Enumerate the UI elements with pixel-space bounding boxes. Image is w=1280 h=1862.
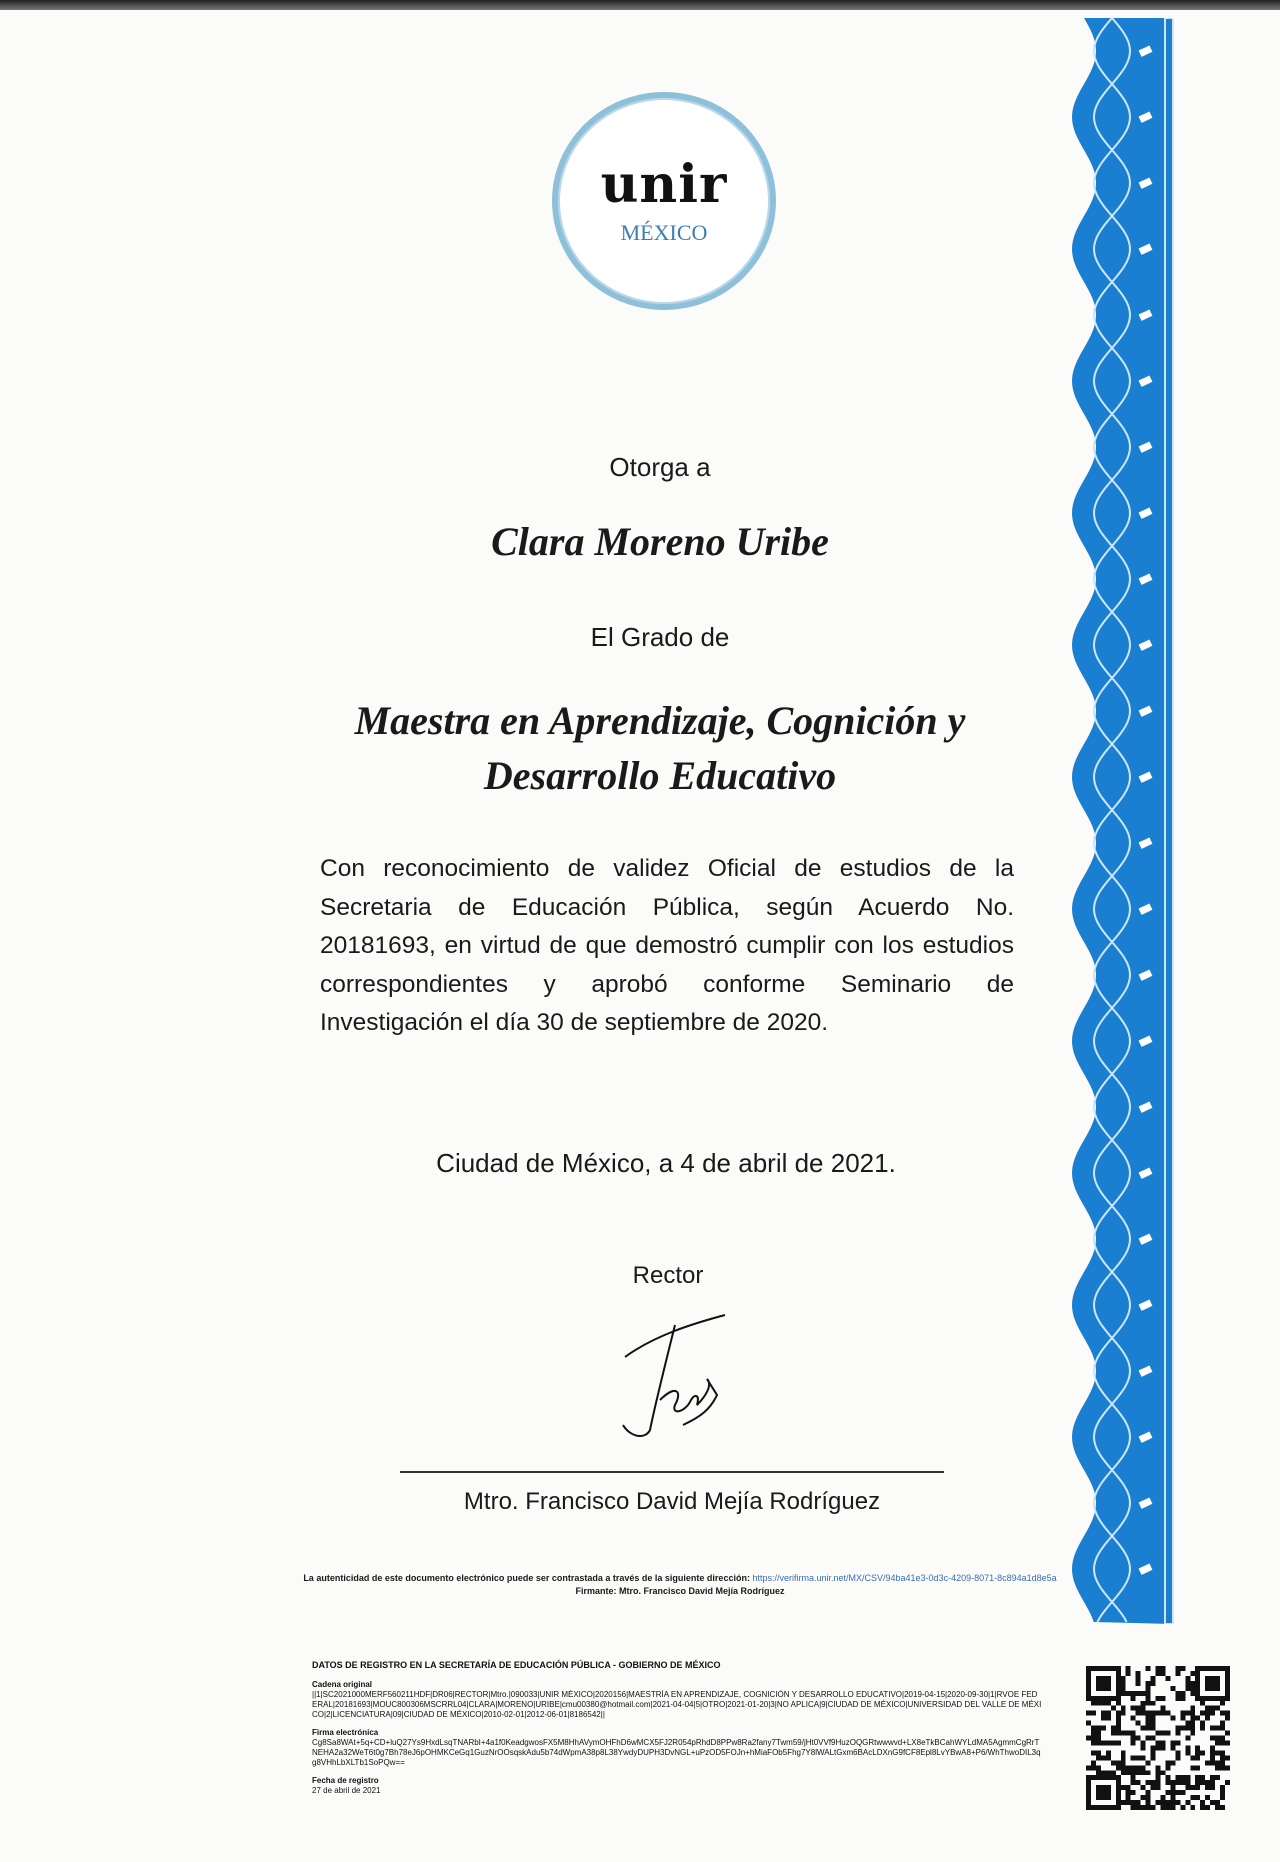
signature-line [400,1471,944,1473]
logo-brand: unir [600,154,728,215]
recipient-name: Clara Moreno Uribe [491,519,829,564]
authenticity-text: La autenticidad de este documento electrónico puede ser contrastada a través de la siguiente dirección: [303,1573,750,1583]
validity-paragraph: Con reconocimiento de validez Oficial de estudios de la Secretaria de Educación Pública, según Acuerdo No. 20181693, en virtud de que demostró cumplir con los estudios correspondientes y aprobó conforme Seminario de Investigación el día 30 de septiembre de 2020. [320,855,1014,1036]
decorative-border [1060,18,1190,1624]
authenticity-note [230,1572,1130,1598]
unir-logo [552,92,776,310]
signature-value: Cg8Sa8WAt+5q+CD+luQ27Ys9HxdLsqTNARbI+4a1f0KeadgwosFX5M8HhAVymOHFhD6wMCX5FJ2R054pRhdD8PPw8Ra2fany7Twm59/jHt0VVf9HuzOQGRtwwwvd+LX8eTkBCahWYLdMA5AgmmCgRrTNEHA2a32WeT6t0g7Bh78eJ6pOHMKCeGq1GuzNrOOsqskAdu5b74dWpmA38p8L38YwdyDUPH3DvNGL+uPzOD5FOJn+hMiaFOb5Fhg7Y8lWALtGxm6BAcLDXnG9fCF8Epl8LvYBwA8+P6/WhThwoDIL3qg8VHhLbXLTb1SoPQw== [312,1738,1041,1767]
registry-heading: DATOS DE REGISTRO EN LA SECRETARÍA DE EDUCACIÓN PÚBLICA - GOBIERNO DE MÉXICO [312,1660,721,1670]
chain-value: ||1|SC2021000MERF560211HDF|DR06|RECTOR|Mtro.|090033|UNIR MÉXICO|2020156|MAESTRÍA EN APRENDIZAJE, COGNICIÓN Y DESARROLLO EDUCATIVO|2019-04-15|2020-09-30|1|RVOE FEDERAL|20181693|MOUC800306MSCRRL04|CLARA|MORENO|URIBE|cmu00380@hotmail.com|2021-04-04|5|OTRO|2021-01-20|3|NO APLICA|9|CIUDAD DE MÉXICO|UNIVERSIDAD DEL VALLE DE MÉXICO|2|LICENCIATURA|09|CIUDAD DE MÉXICO|2010-02-01|2012-06-01|8186542|| [312,1690,1042,1719]
signer-name: Mtro. Francisco David Mejía Rodríguez [463,1488,881,1515]
signer-title: Rector [632,1262,704,1289]
chain-label: Cadena original [312,1680,373,1689]
qr-code[interactable] [1086,1662,1230,1814]
signature [605,1305,735,1445]
signature-label: Firma electrónica [312,1728,379,1737]
grant-label: Otorga a [609,452,711,482]
verification-link[interactable]: https://verifirma.unir.net/MX/CSV/94ba41e3-0d3c-4209-8071-8c894a1d8e5a [752,1573,1057,1583]
degree-title-line1: Maestra en Aprendizaje, Cognición y [354,698,966,743]
scan-edge [0,0,1280,10]
authenticity-signer: Firmante: Mtro. Francisco David Mejía Rodríguez [575,1586,785,1596]
logo-country: MÉXICO [620,220,708,245]
degree-title-line2: Desarrollo Educativo [483,753,837,798]
date-value: 27 de abril de 2021 [312,1786,381,1795]
date-label: Fecha de registro [312,1776,379,1785]
place-date: Ciudad de México, a 4 de abril de 2021. [436,1148,896,1178]
degree-label: El Grado de [590,622,730,652]
registry-data [312,1660,1042,1796]
